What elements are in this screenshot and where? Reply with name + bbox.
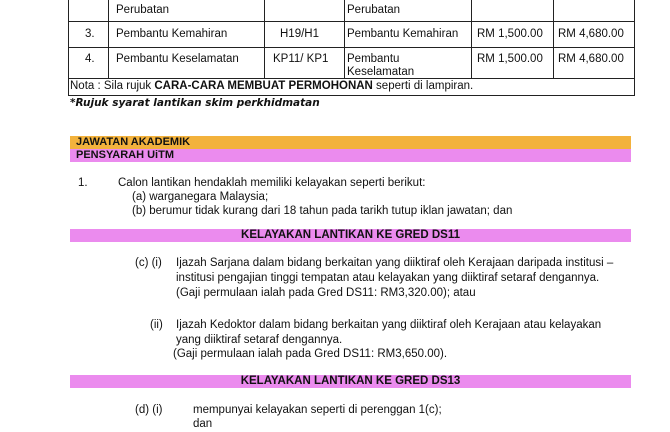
ds11-cii-line2: yang diiktiraf setaraf dengannya. <box>176 334 343 346</box>
ds11-cii-label: (ii) <box>150 319 163 331</box>
ds13-heading: KELAYAKAN LANTIKAN KE GRED DS13 <box>240 375 461 387</box>
item1-a: (a) warganegara Malaysia; <box>132 191 269 203</box>
ds11-heading: KELAYAKAN LANTIKAN KE GRED DS11 <box>241 229 460 241</box>
cell-duty-line1: Pembantu <box>347 53 400 65</box>
cell-no: 4. <box>85 53 95 65</box>
cell-salary-min: RM 1,500.00 <box>477 53 543 65</box>
cell-salary-min: RM 1,500.00 <box>477 28 543 40</box>
cell-grade: KP11/ KP1 <box>273 53 329 65</box>
ds11-cii-line3: (Gaji permulaan ialah pada Gred DS11: RM3,650.00). <box>173 348 448 360</box>
section-subtitle: PENSYARAH UiTM <box>76 149 174 161</box>
cell-no: 3. <box>85 28 95 40</box>
rujuk-note: *Rujuk syarat lantikan skim perkhidmatan <box>70 97 320 109</box>
cell-duty: Pembantu Kemahiran <box>347 28 459 40</box>
item1-b: (b) berumur tidak kurang dari 18 tahun pada tarikh tutup iklan jawatan; dan <box>132 205 513 217</box>
cell-salary-max: RM 4,680.00 <box>558 28 624 40</box>
ds11-ci-label: (c) (i) <box>135 257 162 269</box>
ds11-ci-line1: Ijazah Sarjana dalam bidang berkaitan yang diiktiraf oleh Kerajaan daripada institusi – <box>176 257 614 269</box>
cell-name-partial: Perubatan <box>116 4 170 16</box>
cell-salary-max: RM 4,680.00 <box>558 53 624 65</box>
cell-duty-line2: Keselamatan <box>347 66 415 78</box>
section-title: JAWATAN AKADEMIK <box>76 136 191 148</box>
ds11-ci-line2: institusi pengajian tinggi tempatan atau kelayakan yang diiktiraf setaraf dengannya. <box>176 272 600 284</box>
cell-name: Pembantu Keselamatan <box>116 53 239 65</box>
item1-text: Calon lantikan hendaklah memiliki kelayakan seperti berikut: <box>118 177 426 189</box>
cell-name: Pembantu Kemahiran <box>116 28 228 40</box>
cell-grade: H19/H1 <box>280 28 319 40</box>
ds11-ci-line3: (Gaji permulaan ialah pada Gred DS11: RM3,320.00); atau <box>176 287 476 299</box>
item1-number: 1. <box>78 177 88 189</box>
ds11-cii-line1: Ijazah Kedoktor dalam bidang berkaitan yang diiktiraf oleh Kerajaan atau kelayakan <box>176 319 602 331</box>
ds13-di-label: (d) (i) <box>135 404 163 416</box>
cell-duty-partial: Perubatan <box>347 4 401 16</box>
ds13-di-line2: dan <box>193 418 213 430</box>
ds13-di-line1: mempunyai kelayakan seperti di perenggan 1(c); <box>193 404 442 416</box>
note-bold: CARA-CARA MEMBUAT PERMOHONAN <box>154 80 373 92</box>
table-note: Nota : Sila rujuk CARA-CARA MEMBUAT PERMOHONAN seperti di lampiran. <box>70 80 474 92</box>
